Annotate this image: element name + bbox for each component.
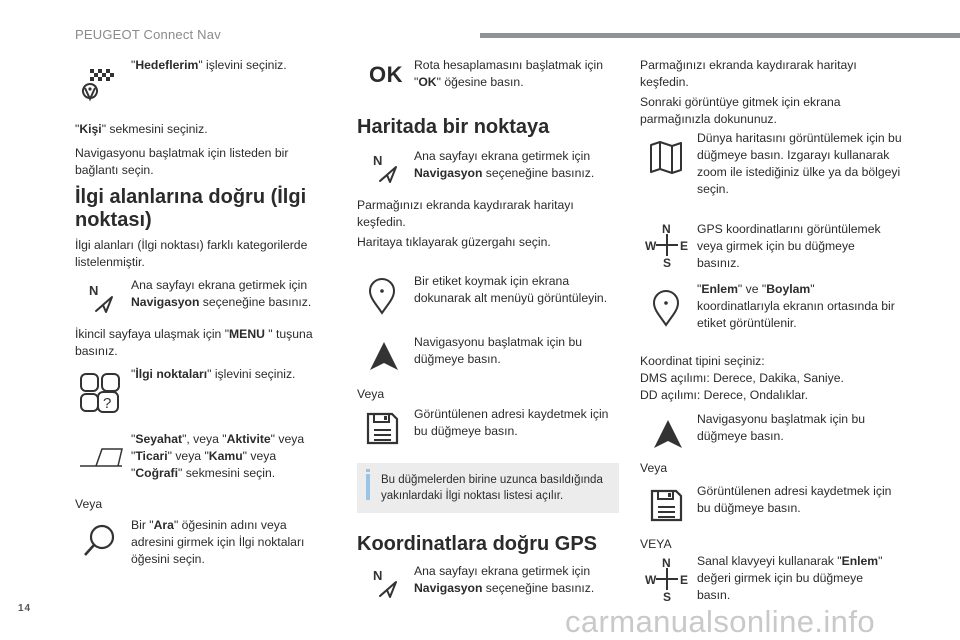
destinations-flag-icon xyxy=(78,66,118,106)
gps-nav-text: Ana sayfayı ekrana getirmek için Navigasyon seçeneğine basınız. xyxy=(414,564,595,595)
veya-text-2: Veya xyxy=(357,387,385,401)
header-bar xyxy=(480,33,960,38)
page-number: 14 xyxy=(18,603,32,614)
ok-icon xyxy=(364,55,408,95)
svg-text:N: N xyxy=(373,153,383,168)
info-text: Bu düğmelerden birine uzunca basıldığında yakınlardaki İlgi noktası listesi açılır. xyxy=(381,474,603,502)
dd-text: DD açılımı: Derece, Ondalıklar. xyxy=(640,388,808,402)
info-box xyxy=(357,463,619,513)
gps-text: GPS koordinatlarını görüntülemek veya girmek için bu düğmeye basınız. xyxy=(697,222,881,270)
save-text: Görüntülenen adresi kaydetmek için bu düğmeye basın. xyxy=(414,407,609,438)
menu-text: İkincil sayfaya ulaşmak için "MENU " tuşuna basınız. xyxy=(75,327,313,358)
compass-w-2: W xyxy=(645,573,657,587)
compass-e: E xyxy=(680,239,689,253)
pin-text: Bir etiket koymak için ekrana dokunarak alt menüyü görüntüleyin. xyxy=(414,274,608,305)
poi-heading: İlgi alanlarına doğru (İlgi noktası) xyxy=(75,186,307,231)
start-navigation-icon xyxy=(364,336,404,376)
navigation-arrow-icon xyxy=(82,278,122,318)
dms-text: DMS açılımı: Derece, Dakika, Saniye. xyxy=(640,371,844,385)
ara-text: Bir "Ara" öğesinin adını veya adresini girmek için İlgi noktaları öğesini seçin. xyxy=(131,518,305,566)
header-title: PEUGEOT Connect Nav xyxy=(75,27,221,42)
lat-lon-text: "Enlem" ve "Boylam" koordinatlarıyla ekranın ortasında bir etiket görüntülenir. xyxy=(697,282,895,330)
nav-text: Ana sayfayı ekrana getirmek için Navigasyon seçeneğine basınız. xyxy=(131,278,312,309)
watermark: carmanualsonline.info xyxy=(565,604,875,639)
compass-w: W xyxy=(645,239,657,253)
ok-icon-label: OK xyxy=(369,62,403,87)
compass-n-2: N xyxy=(662,556,671,570)
map-pin-icon-2 xyxy=(646,288,686,328)
page-header xyxy=(0,0,960,44)
ilgi-noktalari-text: "İlgi noktaları" işlevini seçiniz. xyxy=(131,367,296,381)
veya-caps-text: VEYA xyxy=(640,537,672,551)
save-text-2: Görüntülenen adresi kaydetmek için bu düğmeye basın. xyxy=(697,484,892,515)
compass-icon xyxy=(644,222,690,268)
hedeflerim-text: "Hedeflerim" işlevini seçiniz. xyxy=(131,58,287,72)
gps-heading: Koordinatlara doğru GPS xyxy=(357,533,598,555)
poi-categories-icon xyxy=(78,370,124,416)
compass-n: N xyxy=(662,222,671,236)
save-icon-2 xyxy=(646,485,686,525)
world-text: Dünya haritasını görüntülemek için bu düğmeye basın. Izgarayı kullanarak zoom ile istediğiniz ülke ya da bölgeyi seçin. xyxy=(697,131,902,196)
navigation-arrow-icon-3 xyxy=(366,563,406,603)
start-navigation-icon-2 xyxy=(648,414,688,454)
map-heading: Haritada bir noktaya xyxy=(357,116,550,138)
svg-text:?: ? xyxy=(103,395,112,412)
compass-e-2: E xyxy=(680,573,689,587)
veya-text: Veya xyxy=(75,497,103,511)
world-map-icon xyxy=(646,137,686,177)
veya-text-3: Veya xyxy=(640,461,668,475)
map-nav-text: Ana sayfayı ekrana getirmek için Navigasyon seçeneğine basınız. xyxy=(414,149,595,180)
coord-type-text: Koordinat tipini seçiniz: xyxy=(640,354,765,368)
search-icon xyxy=(80,522,120,562)
categories-text: "Seyahat", veya "Aktivite" veya "Ticari" veya "Kamu" veya "Coğrafi" sekmesini seçin. xyxy=(131,432,305,480)
map-pin-icon xyxy=(362,276,402,316)
map-scroll-text: Parmağınızı ekranda kaydırarak haritayı keşfedin. xyxy=(357,198,574,229)
info-icon-dot xyxy=(366,469,370,472)
kisi-text: "Kişi" sekmesini seçiniz. xyxy=(75,122,208,136)
enlem-text: Sanal klavyeyi kullanarak "Enlem" değeri girmek için bu düğmeye basın. xyxy=(697,554,883,602)
svg-text:N: N xyxy=(373,568,383,583)
save-icon xyxy=(362,408,402,448)
poi-intro: İlgi alanları (İlgi noktası) farklı kategorilerde listelenmiştir. xyxy=(75,238,308,269)
svg-text:N: N xyxy=(89,283,99,298)
start-text: Navigasyonu başlatmak için bu düğmeye basın. xyxy=(414,335,583,366)
contact-text: Navigasyonu başlatmak için listeden bir bağlantı seçin. xyxy=(75,146,289,177)
map-scroll-text-2: Parmağınızı ekranda kaydırarak haritayı keşfedin. xyxy=(640,58,857,89)
map-route-text: Haritaya tıklayarak güzergahı seçin. xyxy=(357,235,551,249)
compass-s: S xyxy=(663,256,672,268)
navigation-arrow-icon-2 xyxy=(366,148,406,188)
info-icon-bar xyxy=(366,474,370,500)
compass-s-2: S xyxy=(663,590,672,602)
start-text-2: Navigasyonu başlatmak için bu düğmeye basın. xyxy=(697,412,866,443)
compass-icon-2 xyxy=(644,556,690,602)
next-text: Sonraki görüntüye gitmek için ekrana parmağınızla dokununuz. xyxy=(640,95,841,126)
category-tab-icon xyxy=(78,442,124,472)
ok-text: Rota hesaplamasını başlatmak için "OK" öğesine basın. xyxy=(414,58,604,89)
